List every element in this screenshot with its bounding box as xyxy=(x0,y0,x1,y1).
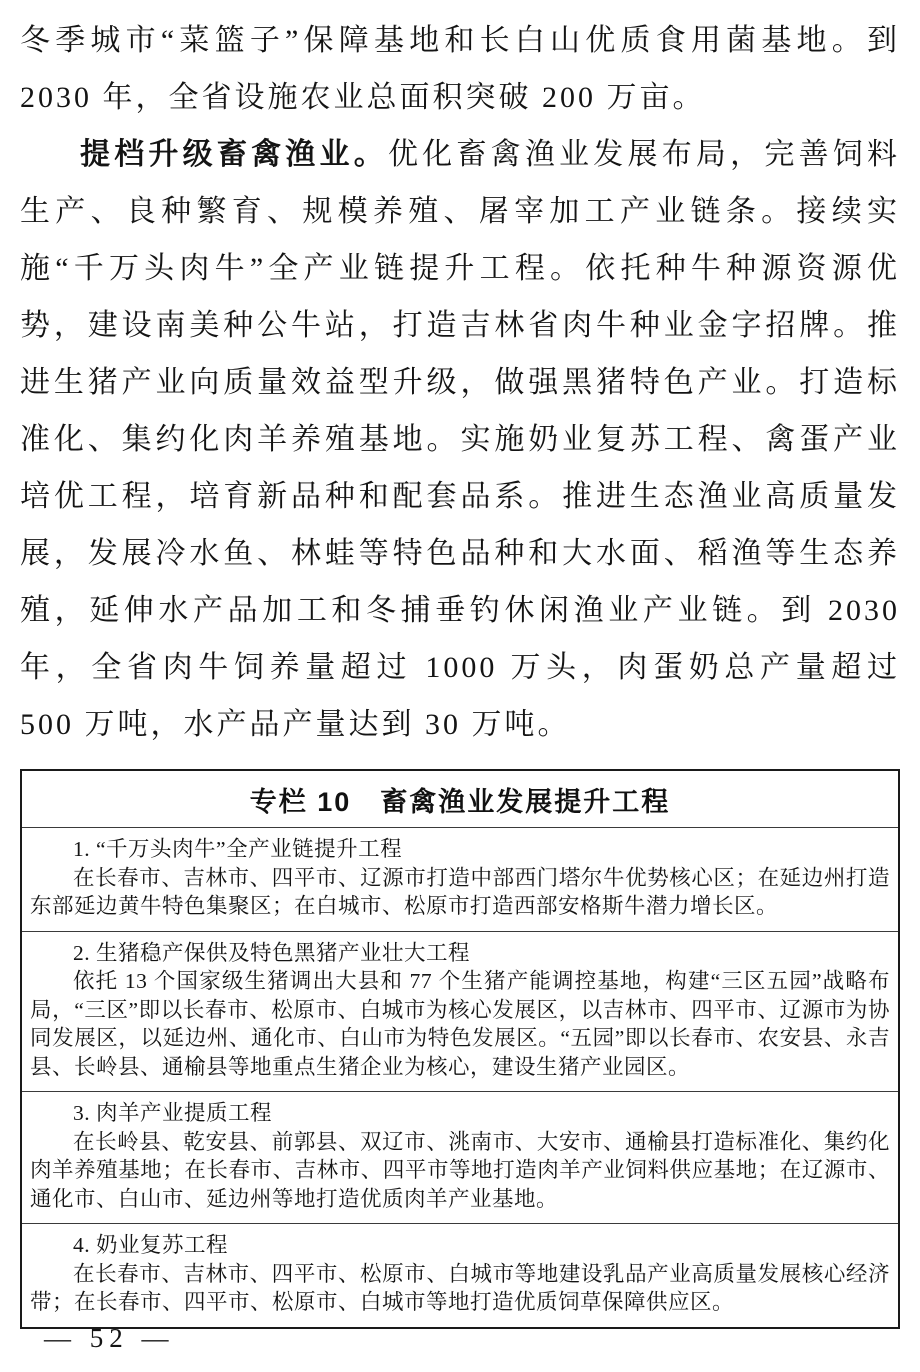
box-item-2-heading: 2. 生猪稳产保供及特色黑猪产业壮大工程 xyxy=(73,940,471,965)
box-item-2 xyxy=(22,931,898,1092)
box-item-2-body: 依托 13 个国家级生猪调出大县和 77 个生猪产能调控基地，构建“三区五园”战略布局，“三区”即以长春市、松原市、白城市为核心发展区，以吉林市、四平市、辽源市为协同发展区，以延边州、通化市、白山市为特色发展区。“五园”即以长春市、农安县、永吉县、长岭县、通榆县等地重点生猪企业为核心，建设生猪产业园区。 xyxy=(30,969,890,1079)
box-item-4 xyxy=(22,1223,898,1327)
box-item-3-heading: 3. 肉羊产业提质工程 xyxy=(73,1101,273,1125)
body-paragraph-2 xyxy=(20,126,900,753)
box-item-1-heading: 1. “千万头肉牛”全产业链提升工程 xyxy=(73,837,403,861)
box-item-4-body: 在长春市、吉林市、四平市、松原市、白城市等地建设乳品产业高质量发展核心经济带；在长春市、四平市、松原市、白城市等地打造优质饲草保障供应区。 xyxy=(30,1261,890,1314)
page-number: — 52 — xyxy=(44,1323,175,1353)
box-item-4-heading: 4. 奶业复苏工程 xyxy=(73,1233,229,1257)
box-item-3-body: 在长岭县、乾安县、前郭县、双辽市、洮南市、大安市、通榆县打造标准化、集约化肉羊养殖基地；在长春市、吉林市、四平市等地打造肉羊产业饲料供应基地；在辽源市、通化市、白山市、延边州等地打造优质肉羊产业基地。 xyxy=(30,1129,890,1211)
column-box-10 xyxy=(20,769,900,1329)
body-paragraph-1: 冬季城市“菜篮子”保障基地和长白山优质食用菌基地。到 2030 年，全省设施农业总面积突破 200 万亩。 xyxy=(20,24,900,114)
box-item-3 xyxy=(22,1091,898,1223)
column-box-title-row xyxy=(22,771,898,827)
column-box-title: 专栏 10 畜禽渔业发展提升工程 xyxy=(249,787,671,817)
paragraph-2-lead: 提档升级畜禽渔业。 xyxy=(80,138,388,171)
paragraph-2-text: 优化畜禽渔业发展布局，完善饲料生产、良种繁育、规模养殖、屠宰加工产业链条。接续实施“千万头肉牛”全产业链提升工程。依托种牛种源资源优势，建设南美种公牛站，打造吉林省肉牛种业金字招牌。推进生猪产业向质量效益型升级，做强黑猪特色产业。打造标准化、集约化肉羊养殖基地。实施奶业复苏工程、禽蛋产业培优工程，培育新品种和配套品系。推进生态渔业高质量发展，发展冷水鱼、林蛙等特色品种和大水面、稻渔等生态养殖，延伸水产品加工和冬捕垂钓休闲渔业产业链。到 2030 年，全省肉牛饲养量超过 1000 万头，肉蛋奶总产量超过 500 万吨，水产品产量达到 30 万吨。 xyxy=(20,138,901,741)
box-item-1-body: 在长春市、吉林市、四平市、辽源市打造中部西门塔尔牛优势核心区；在延边州打造东部延边黄牛特色集聚区；在白城市、松原市打造西部安格斯牛潜力增长区。 xyxy=(30,865,890,918)
box-item-1 xyxy=(22,827,898,931)
